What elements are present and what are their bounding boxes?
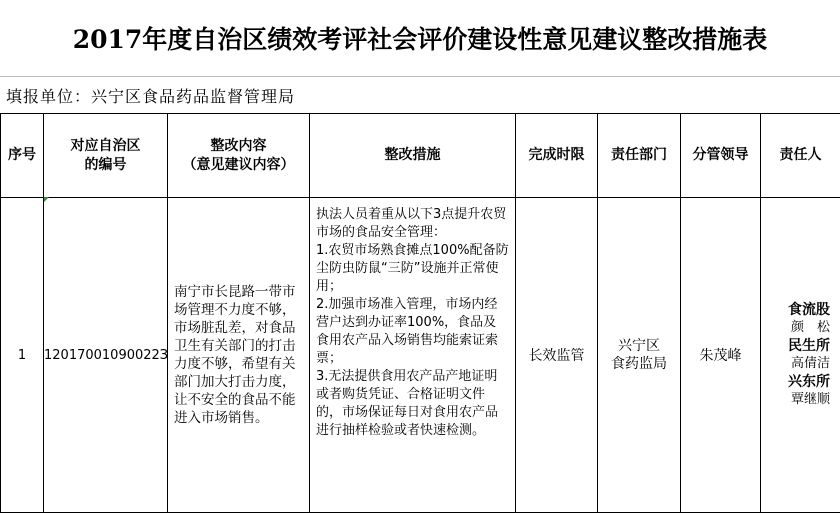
page-title: 2017年度自治区绩效考评社会评价建设性意见建议整改措施表: [0, 0, 840, 77]
cell-index: 1: [1, 198, 44, 513]
cell-measures: [310, 198, 516, 513]
rectification-table: [0, 113, 840, 513]
table-row: [1, 198, 840, 513]
cell-persons: [761, 198, 840, 513]
cell-issue: 南宁市长昆路一带市场管理不力度不够，市场脏乱差，对食品卫生有关部门的打击力度不够，希望有关部门加大打击力度，让不安全的食品不能进入市场销售。: [168, 198, 310, 513]
person-name: 高倩洁: [761, 355, 830, 373]
measure-intro: 执法人员着重从以下3点提升农贸市场的食品安全管理：: [316, 206, 509, 242]
person-name: 颜 松: [761, 319, 830, 337]
header-index: 序号: [1, 114, 44, 198]
cell-leader: 朱茂峰: [681, 198, 761, 513]
header-content: 整改内容 （意见建议内容）: [168, 114, 310, 198]
person-unit: 民生所: [761, 337, 830, 355]
cell-department: 兴宁区 食药监局: [598, 198, 681, 513]
header-row: [1, 114, 840, 198]
cell-deadline: 长效监管: [516, 198, 598, 513]
header-deadline: 完成时限: [516, 114, 598, 198]
header-person: 责任人: [761, 114, 840, 198]
header-leader: 分管领导: [681, 114, 761, 198]
header-measures: 整改措施: [310, 114, 516, 198]
cell-code[interactable]: 12017001090022З: [44, 198, 168, 513]
measure-item: 1.农贸市场熟食摊点100%配备防尘防虫防鼠“三防”设施并正常使用；: [316, 242, 509, 296]
cell-comment-marker: [44, 197, 49, 202]
measure-item: 3.无法提供食用农产品产地证明或者购货凭证、合格证明文件的，市场保证每日对食用农产品进行抽样检验或者快速检测。: [316, 368, 509, 440]
person-name: 覃继顺: [761, 391, 830, 409]
person-unit: 兴东所: [761, 373, 830, 391]
measure-item: 2.加强市场准入管理，市场内经营户达到办证率100%，食品及食用农产品入场销售均能索证索票；: [316, 296, 509, 368]
person-unit: 食流股: [761, 301, 830, 319]
reporting-unit: 填报单位：兴宁区食品药品监督管理局: [0, 77, 840, 113]
header-code: 对应自治区的编号: [44, 114, 168, 198]
header-department: 责任部门: [598, 114, 681, 198]
